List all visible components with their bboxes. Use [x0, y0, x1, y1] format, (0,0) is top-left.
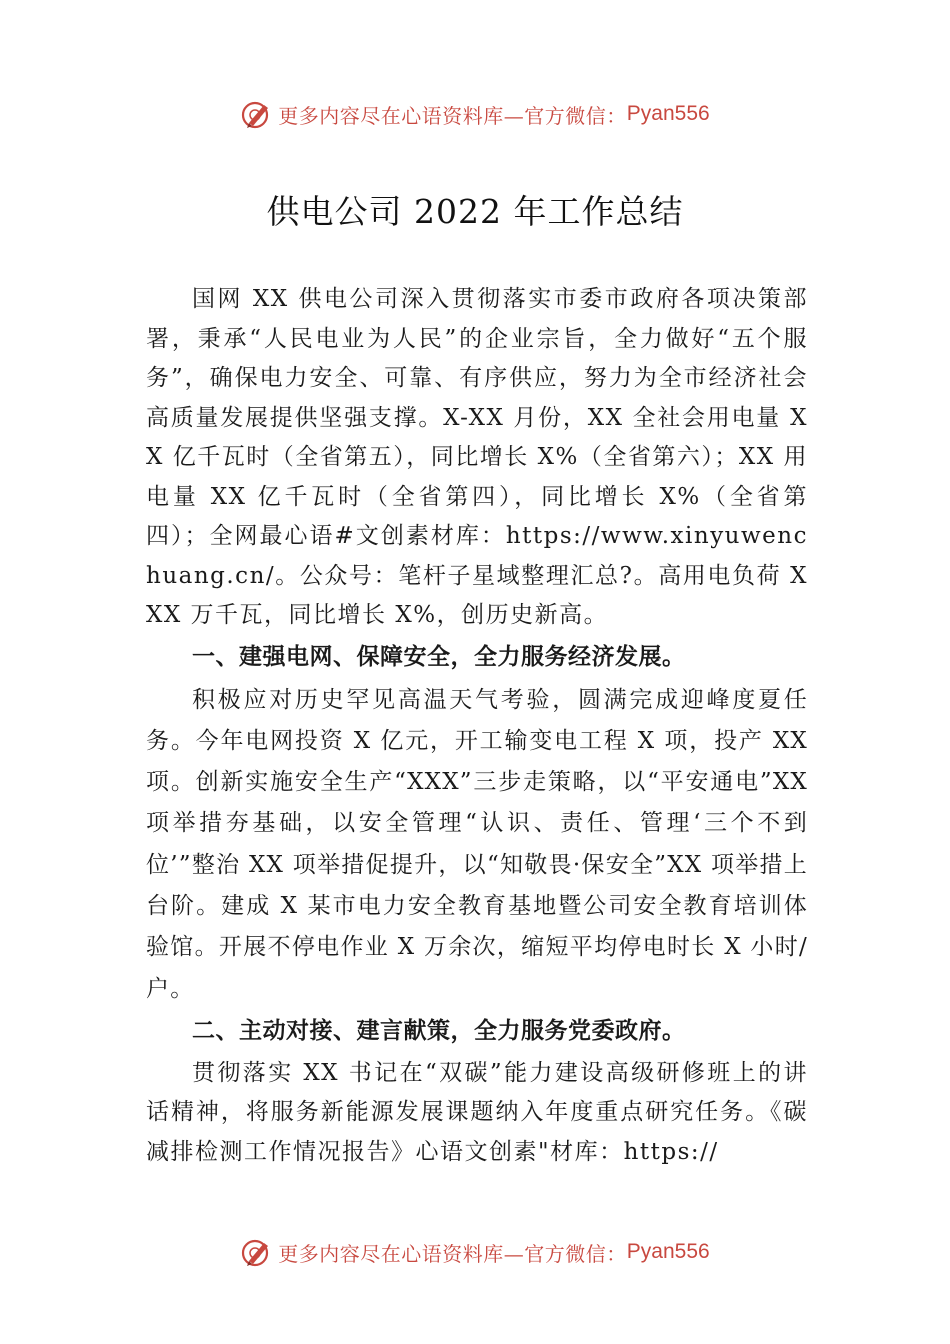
document-title: 供电公司 2022 年工作总结	[266, 192, 684, 231]
section-2-paragraph: 贯彻落实 XX 书记在“双碳”能力建设高级研修班上的讲话精神，将服务新能源发展课题纳入年度重点研究任务。《碳减排检测工作情况报告》心语文创素"材库：https://	[146, 1059, 808, 1165]
banner-text: 更多内容尽在心语资料库—官方微信：	[278, 103, 627, 128]
intro-paragraph: 国网 XX 供电公司深入贯彻落实市委市政府各项决策部署，秉承“人民电业为人民”的企业宗旨，全力做好“五个服务”，确保电力安全、可靠、有序供应，努力为全市经济社会高质量发展提供坚强支撑。X-XX 月份，XX 全社会用电量 XX 亿千瓦时（全省第五），同比增长 X%（全省第六）；XX 用电量 XX 亿千瓦时（全省第四），同比增长 X%（全省第四）；全网最心语#文创素材库：https://www.xinyuwenchuang.cn/。公众号：笔杆子星域整理汇总?。高用电负荷 XXX 万千瓦，同比增长 X%，创历史新高。	[146, 286, 808, 628]
header-banner	[0, 94, 950, 134]
footer-banner	[0, 1232, 950, 1272]
pen-logo-icon	[240, 97, 274, 131]
banner-wechat-id: Pyan556	[626, 102, 710, 125]
section-1-heading: 一、建强电网、保障安全，全力服务经济发展。	[192, 643, 686, 670]
pen-logo-icon	[240, 1235, 274, 1269]
section-1-paragraph: 积极应对历史罕见高温天气考验，圆满完成迎峰度夏任务。今年电网投资 X 亿元，开工输变电工程 X 项，投产 XX 项。创新实施安全生产“XXX”三步走策略，以“平安通电”XX 项举措夯基础，以安全管理“认识、责任、管理‘三个不到位’”整治 XX 项举措促提升，以“知敬畏·保安全”XX 项举措上台阶。建成 X 某市电力安全教育基地暨公司安全教育培训体验馆。开展不停电作业 X 万余次，缩短平均停电时长 X 小时/户。	[146, 686, 808, 1002]
section-2-heading: 二、主动对接、建言献策，全力服务党委政府。	[192, 1017, 686, 1044]
banner-text: 更多内容尽在心语资料库—官方微信：	[278, 1241, 627, 1266]
banner-wechat-id: Pyan556	[626, 1240, 710, 1263]
document-body	[146, 280, 808, 1172]
